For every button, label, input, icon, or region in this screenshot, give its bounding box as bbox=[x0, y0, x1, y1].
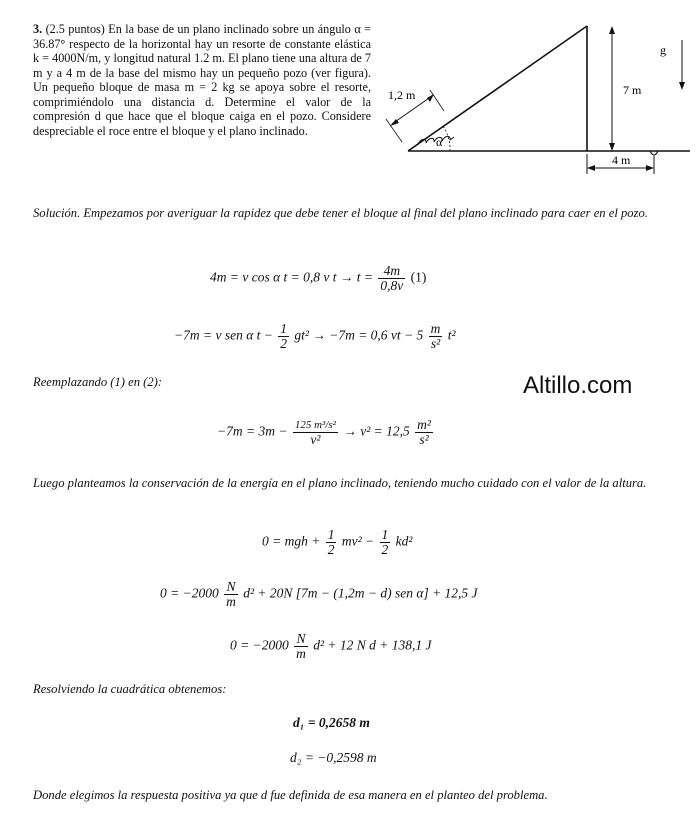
eq4-part-a: 0 = mgh + bbox=[262, 533, 321, 549]
problem-text: (2.5 puntos) En la base de un plano inclinado sobre un ángulo α = 36.87° respecto de la horizontal hay un resorte de constante elástica k = 4000N/m, y longitud natural 1.2 m. El plano tiene una altura de 7 m y a 4 m de la base del mismo hay un pequeño pozo (ver figura). Un pequeño bloque de masa m = 2 kg se apoya sobre el resorte, comprimiéndolo una distancia d. Determine el valor de la compresión d que hace que el bloque caiga en el pozo. Considere despreciable el roce entre el bloque y el plano inclinado. bbox=[33, 22, 371, 138]
eq4-frac2-den: 2 bbox=[381, 542, 389, 557]
eq1-fraction bbox=[378, 264, 405, 293]
equation-3 bbox=[217, 418, 435, 447]
eq2-part-c: t² bbox=[447, 327, 456, 343]
eq4-frac2 bbox=[380, 528, 391, 557]
eq5-unit-den: m bbox=[226, 594, 236, 609]
altillo-watermark: Altillo.com bbox=[523, 372, 633, 399]
energy-text: Luego planteamos la conservación de la energía en el plano inclinado, teniendo mucho cuidado con el valor de la altura. bbox=[33, 476, 647, 490]
eq1-tag: (1) bbox=[410, 269, 427, 285]
spring-length-label: 1,2 m bbox=[388, 88, 416, 102]
result-d2: d₂ = −0,2598 m bbox=[290, 750, 377, 765]
eq1-numerator: 4m bbox=[378, 264, 405, 279]
eq1-denominator: 0,8v bbox=[380, 278, 404, 293]
eq5-part-a: 0 = −2000 bbox=[160, 585, 219, 601]
spring bbox=[410, 136, 454, 150]
equation-2 bbox=[174, 322, 456, 351]
eq4-frac1 bbox=[326, 528, 337, 557]
spring-arrow-head-right bbox=[427, 94, 434, 102]
inclined-plane-figure bbox=[380, 18, 695, 188]
replace-text: Reemplazando (1) en (2): bbox=[33, 375, 163, 389]
eq2-unit-den: s² bbox=[430, 336, 441, 351]
eq2-half bbox=[278, 322, 289, 351]
eq6-part-b: d² + 12 N d + 138,1 J bbox=[313, 637, 432, 653]
equation-6 bbox=[230, 632, 432, 661]
quadratic-text: Resolviendo la cuadrática obtenemos: bbox=[33, 682, 227, 696]
conclusion-text: Donde elegimos la respuesta positiva ya que d fue definida de esa manera en el planteo del problema. bbox=[33, 788, 548, 802]
distance-label: 4 m bbox=[612, 153, 631, 167]
equation-4 bbox=[262, 528, 412, 557]
eq2-unit-num: m bbox=[430, 321, 441, 336]
eq3-unit-num: m² bbox=[417, 417, 431, 432]
eq3-part-a: −7m = 3m − bbox=[217, 423, 288, 439]
eq3-fraction bbox=[293, 418, 338, 447]
distance-arrow-head-right bbox=[646, 165, 654, 171]
incline-line bbox=[408, 26, 587, 151]
height-arrow-head-bottom bbox=[609, 143, 615, 151]
eq4-part-b: mv² − bbox=[341, 533, 375, 549]
eq6-unit-den: m bbox=[296, 646, 306, 661]
eq3-unit bbox=[415, 418, 433, 447]
eq6-part-a: 0 = −2000 bbox=[230, 637, 289, 653]
equation-1 bbox=[210, 264, 426, 293]
equation-5 bbox=[160, 580, 478, 609]
eq3-part-b: → v² = 12,5 bbox=[343, 423, 410, 439]
height-arrow-head-top bbox=[609, 26, 615, 34]
problem-number: 3. bbox=[33, 22, 43, 36]
eq1-left: 4m = v cos α t = 0,8 v t → t = bbox=[210, 269, 374, 285]
eq4-frac2-num: 1 bbox=[381, 527, 389, 542]
gravity-label: g bbox=[660, 43, 666, 57]
eq2-part-a: −7m = v sen α t − bbox=[174, 327, 273, 343]
eq5-unit bbox=[224, 580, 238, 609]
eq2-half-den: 2 bbox=[280, 336, 288, 351]
eq3-unit-den: s² bbox=[419, 432, 429, 447]
eq5-part-b: d² + 20N [7m − (1,2m − d) sen α] + 12,5 J bbox=[243, 585, 478, 601]
eq4-frac1-num: 1 bbox=[327, 527, 335, 542]
eq4-part-c: kd² bbox=[395, 533, 413, 549]
gravity-arrow-head bbox=[679, 82, 685, 90]
eq6-unit-num: N bbox=[294, 632, 308, 647]
angle-label: α bbox=[436, 135, 443, 149]
eq6-unit bbox=[294, 632, 308, 661]
spring-tick-right bbox=[430, 90, 444, 111]
eq3-denominator: v² bbox=[310, 432, 321, 447]
distance-arrow-head-left bbox=[587, 165, 595, 171]
eq2-unit bbox=[429, 322, 443, 351]
eq4-frac1-den: 2 bbox=[327, 542, 335, 557]
eq2-part-b: gt² → −7m = 0,6 vt − 5 bbox=[294, 327, 424, 343]
eq5-unit-num: N bbox=[224, 580, 238, 595]
eq3-numerator: 125 m³/s² bbox=[294, 419, 336, 431]
height-label: 7 m bbox=[623, 83, 642, 97]
result-d1: d₁ = 0,2658 m bbox=[293, 715, 370, 730]
eq2-half-num: 1 bbox=[280, 321, 288, 336]
problem-statement bbox=[33, 22, 371, 138]
solution-intro: Solución. Empezamos por averiguar la rapidez que debe tener el bloque al final del plano inclinado para caer en el pozo. bbox=[33, 206, 648, 220]
